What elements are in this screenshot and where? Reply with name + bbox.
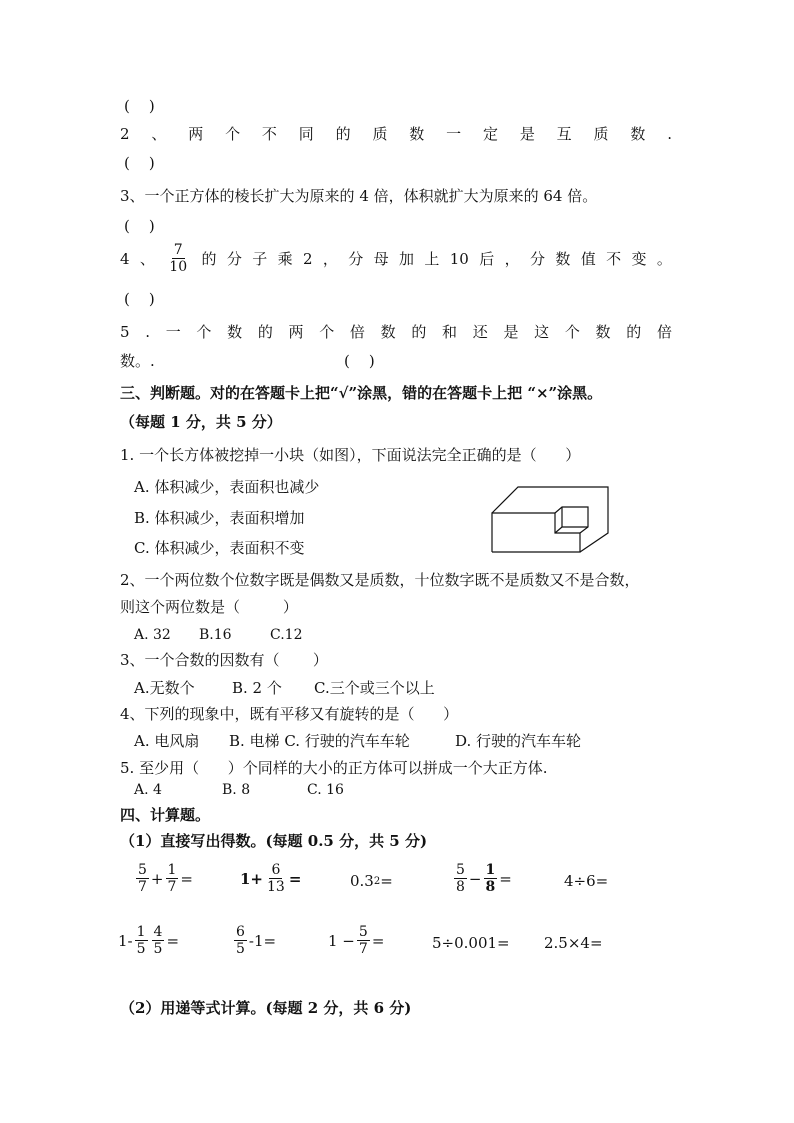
fraction-denominator: 5 <box>153 941 163 957</box>
equals-sign: = <box>380 872 393 890</box>
tf-item-4-paren: ( ) <box>124 290 155 308</box>
calc-r2-e4 <box>432 934 510 952</box>
tf-item-4 <box>120 242 672 275</box>
tf-item-2-char: 的 <box>335 125 351 143</box>
expression-text: 5÷0.001= <box>432 934 510 952</box>
mc-q3-stem: 3、一个合数的因数有（ ） <box>120 651 328 669</box>
mc-q1-option-a: A. 体积减少，表面积也减少 <box>134 478 320 496</box>
fraction <box>234 924 247 957</box>
mc-q4-stem: 4、下列的现象中，既有平移又有旋转的是（ ） <box>120 705 459 723</box>
tf-item-5-char: 是 <box>503 323 519 341</box>
mc-q1-stem: 1. 一个长方体被挖掉一小块（如图），下面说法完全正确的是（ ） <box>120 446 581 464</box>
tf-item-2-char: 两 <box>188 125 204 143</box>
section-3-subheading: （每题 1 分，共 5 分） <box>120 413 282 431</box>
tf-item-4-char: 后 <box>479 250 495 268</box>
fraction-numerator: 7 <box>173 242 183 258</box>
mc-q1-option-b: B. 体积减少，表面积增加 <box>134 509 305 527</box>
tf-item-4-char: 母 <box>373 250 389 268</box>
tf-item-2-char: 2 <box>120 125 130 143</box>
tf-item-3: 3、一个正方体的棱长扩大为原来的 4 倍，体积就扩大为原来的 64 倍。 <box>120 187 598 205</box>
mc-q3-option-c: C.三个或三个以上 <box>314 679 435 697</box>
tf-item-5-char: 的 <box>257 323 273 341</box>
whole-part: 1 − <box>328 931 355 950</box>
tf-item-5-char: 数 <box>227 323 243 341</box>
tf-item-5-char: 这 <box>534 323 550 341</box>
fraction-denominator: 8 <box>485 879 496 895</box>
tf-item-4-char: 不 <box>606 250 622 268</box>
base: 0.3 <box>350 872 374 890</box>
tf-item-4-char: 加 <box>399 250 415 268</box>
calc-r2-e5 <box>544 934 603 952</box>
section-3-heading: 三、判断题。对的在答题卡上把“√”涂黑，错的在答题卡上把 “×”涂黑。 <box>120 384 603 402</box>
tf-item-2-char: 互 <box>556 125 572 143</box>
tf-item-5-char: 个 <box>196 323 212 341</box>
mc-q4-option-b: B. 电梯 C. 行驶的汽车车轮 <box>229 732 410 750</box>
equals-sign: = <box>371 931 385 950</box>
section-4-heading: 四、计算题。 <box>120 806 211 824</box>
fraction-numerator: 1 <box>136 924 146 940</box>
tf-item-2-char: 不 <box>261 125 277 143</box>
mc-q2-option-a: A. 32 <box>134 627 171 643</box>
tf-item-2-char: 质 <box>593 125 609 143</box>
paren-1: ( ) <box>124 97 155 115</box>
tf-item-5-char: 数 <box>595 323 611 341</box>
tf-item-3-paren: ( ) <box>124 217 155 235</box>
tf-item-4-char: 的 <box>201 250 217 268</box>
mc-q2-stem: 2、一个两位数个位数字既是偶数又是质数，十位数字既不是质数又不是合数， <box>120 571 640 589</box>
calc-r2-e2 <box>232 924 276 957</box>
tf-item-2-char: 个 <box>225 125 241 143</box>
calc-sub1-heading: （1）直接写出得数。(每题 0.5 分，共 5 分) <box>120 832 428 850</box>
tf-item-4-char: 。 <box>656 250 672 268</box>
mc-q5-option-c: C. 16 <box>307 782 344 798</box>
fraction-denominator: 7 <box>167 879 177 895</box>
fraction <box>135 924 148 957</box>
tf-item-5-char: 5 <box>120 323 130 341</box>
fraction <box>357 924 370 957</box>
mc-q5-option-a: A. 4 <box>134 782 162 798</box>
fraction <box>265 862 287 895</box>
mc-q3-option-a: A.无数个 <box>134 679 195 697</box>
tf-item-4-sep: 、 <box>139 250 155 268</box>
tf-item-2-char: 数 <box>630 125 646 143</box>
fraction-numerator: 6 <box>236 924 245 940</box>
tf-item-5-line2: 数。. <box>120 352 155 370</box>
whole-part: 1+ <box>240 869 264 888</box>
fraction-denominator: 7 <box>358 941 368 957</box>
tf-item-2-char: 数 <box>409 125 425 143</box>
equals-sign: = <box>499 869 512 888</box>
tf-item-5-char: . <box>145 323 151 341</box>
tf-item-2-char: 是 <box>519 125 535 143</box>
calc-r2-e1 <box>118 924 179 957</box>
fraction-numerator: 5 <box>358 924 368 940</box>
tf-item-5-char: 倍 <box>656 323 672 341</box>
fraction <box>152 924 165 957</box>
operator-minus: − <box>468 869 482 888</box>
tf-item-4-char: 上 <box>424 250 440 268</box>
tf-item-5-char: 的 <box>626 323 642 341</box>
fraction-numerator: 5 <box>456 862 465 878</box>
mc-q5-option-b: B. 8 <box>222 782 251 798</box>
fraction-denominator: 13 <box>267 879 285 895</box>
operator-plus: + <box>150 869 164 888</box>
fraction-denominator: 5 <box>236 941 245 957</box>
expression-text: 4÷6= <box>564 872 609 890</box>
tf-item-5 <box>120 322 672 342</box>
cuboid-with-notch-figure <box>490 485 610 555</box>
tf-item-5-paren: ( ) <box>344 352 375 370</box>
tf-item-4-char: 数 <box>555 250 571 268</box>
mc-q4-option-a: A. 电风扇 <box>134 732 200 750</box>
fraction-numerator: 4 <box>153 924 163 940</box>
tf-item-5-char: 的 <box>411 323 427 341</box>
tf-item-4-char: 分 <box>529 250 545 268</box>
tf-item-5-char: 个 <box>564 323 580 341</box>
tf-item-5-char: 和 <box>442 323 458 341</box>
tf-item-4-char: 10 <box>449 249 469 268</box>
tf-item-2-char: 、 <box>151 125 167 143</box>
fraction-denominator: 7 <box>138 879 147 895</box>
mc-q2-stem-2: 则这个两位数是（ ） <box>120 598 298 616</box>
tf-item-2-paren: ( ) <box>124 154 155 172</box>
calc-sub2-heading: （2）用递等式计算。(每题 2 分，共 6 分) <box>120 999 412 1017</box>
tf-item-2-char: . <box>667 125 672 143</box>
whole-part: 1- <box>118 931 133 950</box>
tf-item-4-char: 变 <box>631 250 647 268</box>
fraction <box>454 862 467 895</box>
tf-item-5-char: 还 <box>472 323 488 341</box>
calc-r2-e3 <box>328 924 384 957</box>
mc-q1-option-c: C. 体积减少，表面积不变 <box>134 539 305 557</box>
fraction-denominator: 10 <box>169 259 188 275</box>
tf-item-2-char: 定 <box>482 125 498 143</box>
tf-item-5-char: 个 <box>319 323 335 341</box>
equals-sign: = <box>288 869 302 888</box>
tf-item-4-char: 乘 <box>277 250 293 268</box>
tf-item-4-char: ， <box>504 250 520 268</box>
mc-q3-option-b: B. 2 个 <box>232 679 282 697</box>
fraction-7-10 <box>167 242 189 275</box>
calc-r1-e5 <box>564 872 608 890</box>
fraction-numerator: 5 <box>138 862 147 878</box>
tf-item-4-char: ， <box>322 250 338 268</box>
tf-item-5-char: 数 <box>380 323 396 341</box>
tf-item-2 <box>120 124 672 144</box>
fraction <box>484 862 498 895</box>
tf-item-5-char: 两 <box>288 323 304 341</box>
tf-item-4-char: 分 <box>226 250 242 268</box>
fraction-denominator: 5 <box>136 941 146 957</box>
fraction <box>136 862 149 895</box>
mc-q4-option-d: D. 行驶的汽车车轮 <box>455 732 582 750</box>
tf-item-5-char: 倍 <box>349 323 365 341</box>
calc-r1-e4 <box>452 862 512 895</box>
tf-item-2-char: 同 <box>298 125 314 143</box>
fraction-numerator: 6 <box>271 862 281 878</box>
calc-r1-e3 <box>350 872 393 890</box>
calc-r1-e1 <box>134 862 193 895</box>
tf-item-5-char: 一 <box>165 323 181 341</box>
mc-q2-option-b: B.16 <box>199 627 232 643</box>
tf-item-4-char: 子 <box>252 250 268 268</box>
tf-item-4-number: 4 <box>120 249 130 268</box>
exponent: 2 <box>373 875 381 887</box>
fraction-numerator: 1 <box>485 862 496 878</box>
calc-r1-e2 <box>240 862 301 895</box>
fraction-numerator: 1 <box>167 862 177 878</box>
fraction-denominator: 8 <box>456 879 465 895</box>
mc-q5-stem: 5. 至少用（ ）个同样的大小的正方体可以拼成一个大正方体. <box>120 759 548 777</box>
mc-q2-option-c: C.12 <box>270 627 303 643</box>
fraction <box>166 862 179 895</box>
tf-item-2-char: 质 <box>372 125 388 143</box>
expression-tail: -1= <box>248 931 277 950</box>
tf-item-4-char: 值 <box>580 250 596 268</box>
tf-item-4-char: 2 <box>302 249 313 268</box>
tf-item-2-char: 一 <box>446 125 462 143</box>
equals-sign: = <box>166 931 180 950</box>
tf-item-4-char: 分 <box>348 250 364 268</box>
expression-text: 2.5×4= <box>544 934 603 952</box>
equals-sign: = <box>180 869 193 888</box>
